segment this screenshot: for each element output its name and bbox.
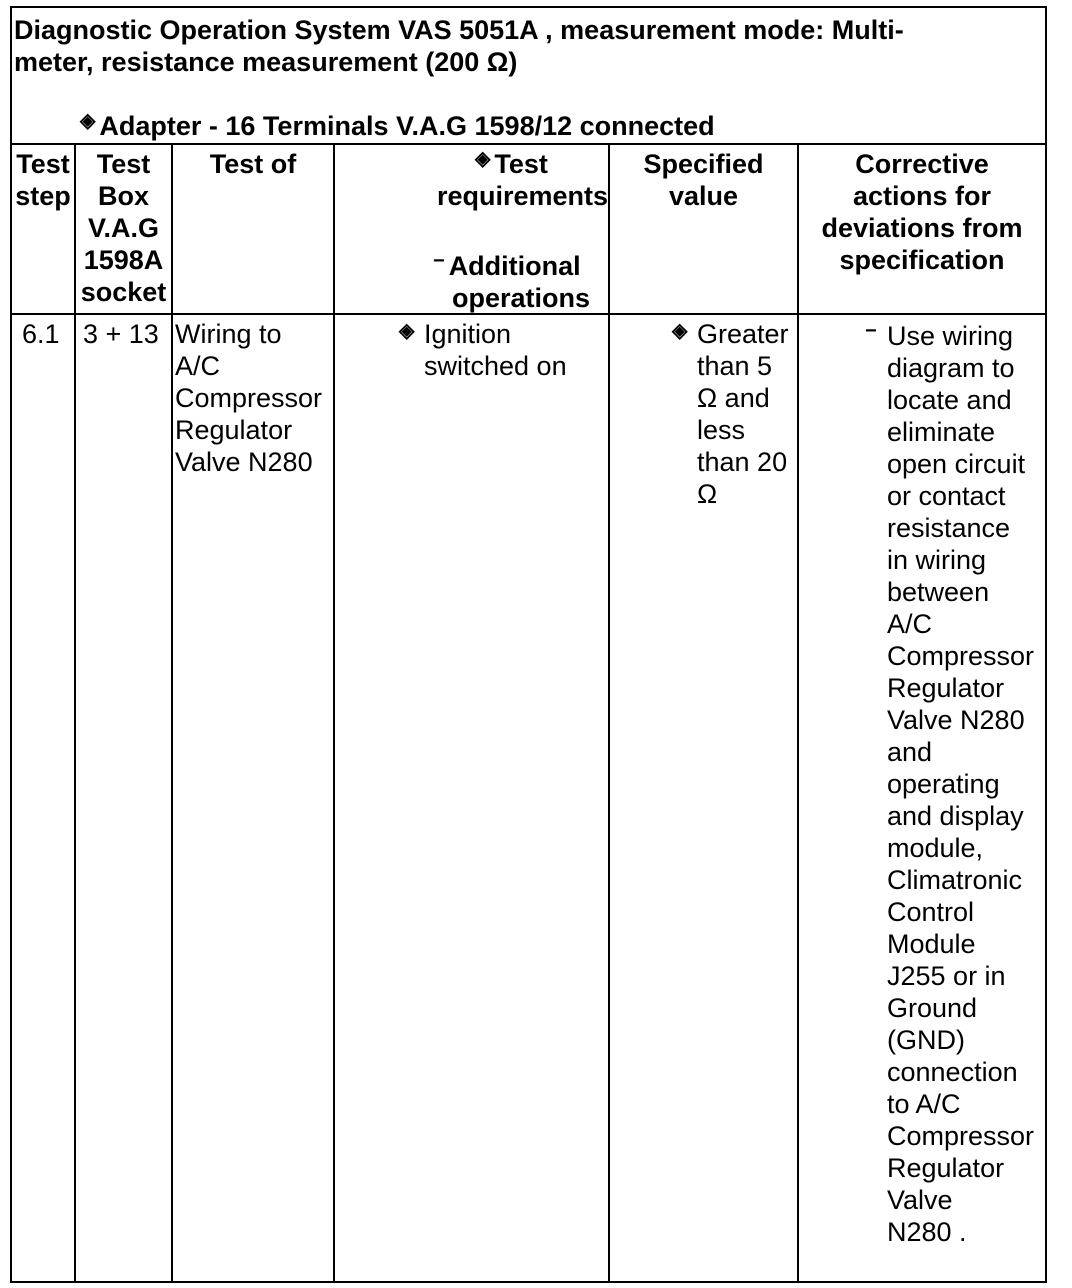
cell-text: Ground <box>887 993 978 1023</box>
header-text: Specified <box>643 149 764 179</box>
header-text: deviations from <box>821 213 1023 243</box>
cell-text: Ω <box>697 479 718 509</box>
header-text: 1598A <box>83 245 164 275</box>
cell-text: Module <box>887 929 976 959</box>
header-text: Test <box>96 149 151 179</box>
cell-text: Control <box>887 897 975 927</box>
header-text: specification <box>839 245 1005 275</box>
cell-text: Regulator <box>887 1153 1005 1183</box>
dash-bullet-icon: − <box>865 320 877 342</box>
cell-text: and <box>887 737 933 767</box>
diamond-bullet-icon: ◈ <box>672 320 688 342</box>
row-specified <box>672 318 797 510</box>
cell-text: in wiring <box>887 545 987 575</box>
table-banner <box>12 8 1045 145</box>
column-divider <box>74 145 76 1281</box>
cell-text: eliminate <box>887 417 996 447</box>
adapter-note <box>80 110 715 142</box>
procedure-table <box>10 6 1047 1283</box>
cell-text: Regulator <box>175 415 293 445</box>
cell-text: switched on <box>424 351 567 381</box>
header-text: Box <box>97 181 149 211</box>
cell-text: than 20 <box>697 447 788 477</box>
row-corrective <box>865 320 1045 1248</box>
row-requirement <box>399 318 608 382</box>
row-step: 6.1 <box>22 319 60 349</box>
header-text: step <box>15 181 71 211</box>
diamond-bullet-icon: ◈ <box>80 110 96 132</box>
header-test-step <box>12 148 74 212</box>
header-text-group <box>335 148 608 180</box>
cell-text: Regulator <box>887 673 1005 703</box>
header-text: Test of <box>209 149 297 179</box>
corrective-text <box>865 320 1045 1248</box>
column-divider <box>171 145 173 1281</box>
cell-text: Valve <box>887 1185 953 1215</box>
cell-text: locate and <box>887 385 1012 415</box>
cell-text: Valve N280 <box>175 447 313 477</box>
cell-text: connection <box>887 1057 1018 1087</box>
cell-text: Compressor <box>887 641 1035 671</box>
cell-text: to A/C <box>887 1089 961 1119</box>
column-divider <box>797 145 799 1281</box>
cell-text: J255 or in <box>887 961 1006 991</box>
header-test-requirements <box>335 148 608 314</box>
cell-text: (GND) <box>887 1025 965 1055</box>
cell-text: Compressor <box>175 383 323 413</box>
cell-text: module, <box>887 833 984 863</box>
cell-text: operating <box>887 769 1000 799</box>
header-text: Test <box>16 149 70 179</box>
row-socket: 3 + 13 <box>83 319 159 349</box>
header-specified-value <box>610 148 797 212</box>
header-text: Test <box>494 149 548 179</box>
header-text: Corrective <box>855 149 989 179</box>
cell-text: than 5 <box>697 351 773 381</box>
dash-bullet-icon: − <box>433 250 445 272</box>
cell-text: resistance <box>887 513 1011 543</box>
cell-text: diagram to <box>887 353 1015 383</box>
cell-text: N280 . <box>887 1217 967 1247</box>
cell-text: less <box>697 415 746 445</box>
diamond-bullet-icon: ◈ <box>399 320 415 342</box>
cell-text: Valve N280 <box>887 705 1025 735</box>
cell-text: open circuit <box>887 449 1026 479</box>
requirement-text <box>399 318 608 382</box>
header-test-box <box>76 148 171 308</box>
adapter-note-text: Adapter - 16 Terminals V.A.G 1598/12 connected <box>99 111 715 141</box>
column-divider <box>333 145 335 1281</box>
header-test-of <box>173 148 333 180</box>
banner-title <box>14 14 1014 78</box>
cell-text: Compressor <box>887 1121 1035 1151</box>
header-text: value <box>668 181 739 211</box>
cell-text: Climatronic <box>887 865 1023 895</box>
cell-text: Ω and <box>697 383 770 413</box>
header-text: socket <box>80 277 167 307</box>
header-text: V.A.G <box>87 213 160 243</box>
cell-text: and display <box>887 801 1024 831</box>
row-test-of <box>175 318 335 478</box>
header-text-group <box>335 250 608 282</box>
banner-title-line-1: Diagnostic Operation System VAS 5051A , measurement mode: Multi- <box>14 15 904 45</box>
diamond-bullet-icon: ◈ <box>475 148 491 170</box>
cell-text: Ignition <box>424 319 512 349</box>
cell-text: Wiring to <box>175 319 282 349</box>
header-corrective-actions <box>799 148 1045 276</box>
cell-text: A/C <box>887 609 933 639</box>
header-text: actions for <box>852 181 992 211</box>
column-divider <box>608 145 610 1281</box>
header-text: Additional <box>448 251 581 281</box>
specified-text <box>672 318 797 510</box>
cell-text: or contact <box>887 481 1006 511</box>
cell-text: Use wiring <box>887 321 1014 351</box>
banner-title-line-2: meter, resistance measurement (200 Ω) <box>14 47 518 77</box>
cell-text: A/C <box>175 351 221 381</box>
header-text: requirements <box>436 181 608 211</box>
cell-text: Greater <box>697 319 789 349</box>
header-spacer <box>335 212 608 250</box>
cell-text: between <box>887 577 990 607</box>
header-text: operations <box>452 283 591 313</box>
